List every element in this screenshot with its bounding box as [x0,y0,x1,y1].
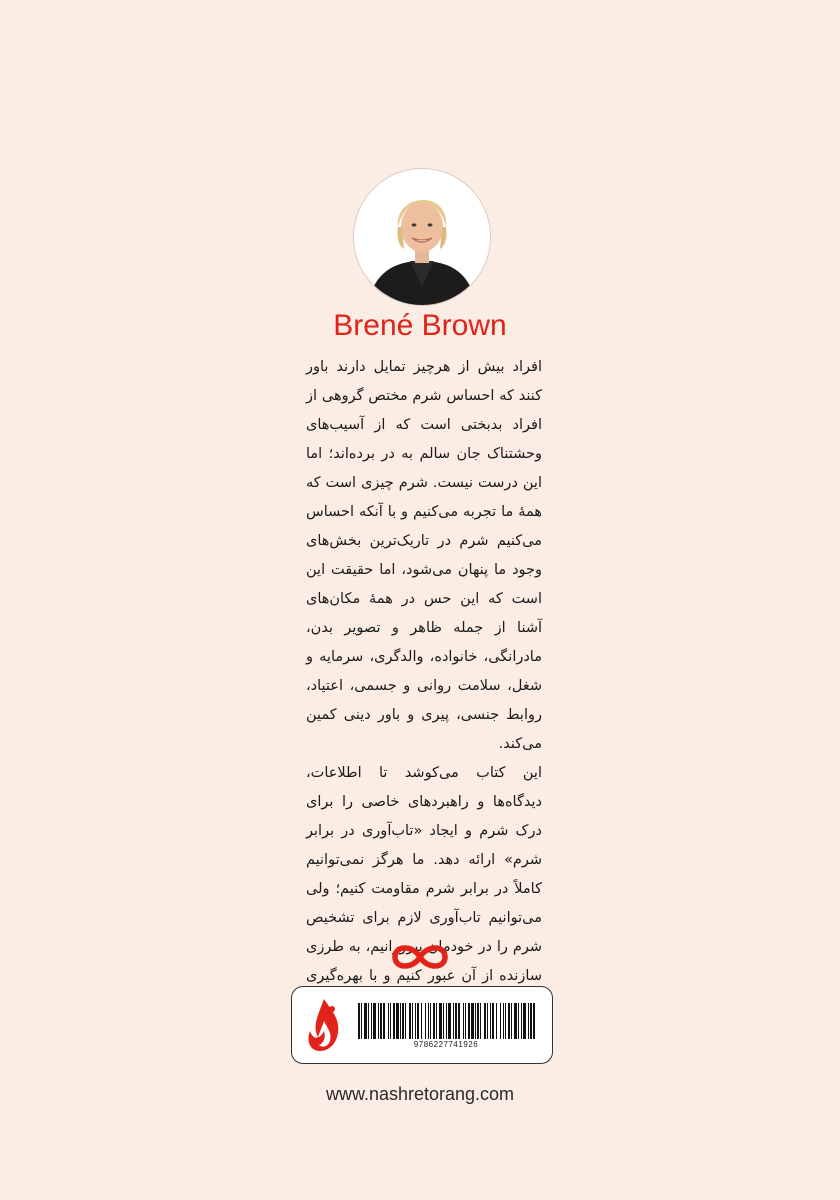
barcode-bar [402,1003,404,1039]
barcode-bar [514,1003,517,1039]
barcode-bar [396,1003,399,1039]
barcode-bar [465,1003,466,1039]
barcode-bar [417,1003,419,1039]
barcode-bar [453,1003,454,1039]
author-photo [353,168,491,306]
barcode-bar [511,1003,512,1039]
barcode-bar [428,1003,429,1039]
barcode-bar [468,1003,470,1039]
barcode-bar [358,1003,360,1039]
infinity-icon [387,940,453,974]
barcode-bar [390,1003,391,1039]
barcode-bar [371,1003,372,1039]
barcode-bar [490,1003,491,1039]
barcode-bar [378,1003,379,1039]
barcode-bar [439,1003,442,1039]
book-blurb [306,353,542,1020]
barcode-bar [425,1003,426,1039]
blurb-paragraph: افراد بیش از هرچیز تمایل دارند باور کنند که احساس شرم مختص گروهی از افراد بدبختی است که از آسیب‌های وحشتناک جان سالم به در برده‌اند؛ اما این درست نیست. شرم چیزی است که همهٔ ما تجربه می‌کنیم و با آنکه احساس می‌کنیم شرم در تاریک‌ترین بخش‌های وجود ما پنهان می‌شود، اما حقیقت این است که این حس در همهٔ مکان‌های آشنا از جمله ظاهر و تصویر بدن، مادرانگی، خانواده، والدگری، سرمایه و شغل، سلامت روانی و جسمی، اعتیاد، روابط جنسی، پیری و باور دینی کمین می‌کند. [306,359,542,752]
barcode-panel [291,986,553,1064]
barcode-bar [503,1003,504,1039]
barcode-bar [405,1003,406,1039]
barcode-bar [368,1003,369,1039]
barcode-bar [505,1003,506,1039]
isbn-number: 9786227741926 [413,1040,479,1049]
barcode-bar [528,1003,529,1039]
barcode-bar [475,1003,476,1039]
barcode-bar [480,1003,481,1039]
barcode-bar [430,1003,431,1039]
barcode-bar [496,1003,497,1039]
barcode-bar [458,1003,460,1039]
barcode-bar [409,1003,411,1039]
barcode-bar [361,1003,362,1039]
barcode-bar [433,1003,435,1039]
barcode-bar [421,1003,422,1039]
barcode-bar [383,1003,385,1039]
barcode-bar [463,1003,464,1039]
barcode-bar [492,1003,494,1039]
barcode-bar [484,1003,486,1039]
barcode-bar [380,1003,382,1039]
barcode-bar [530,1003,532,1039]
barcode-bar [412,1003,413,1039]
barcode-bar [487,1003,488,1039]
flame-logo-icon [302,997,344,1053]
barcode-bar [508,1003,510,1039]
barcode-bar [455,1003,457,1039]
barcode-bar [448,1003,451,1039]
barcode-bar [533,1003,535,1039]
barcode-bar [400,1003,401,1039]
barcode-bar [521,1003,522,1039]
barcode-bar [446,1003,447,1039]
author-name: Brené Brown [333,309,507,342]
blurb-paragraph: این کتاب می‌کوشد تا اطلاعات، دیدگاه‌ها و راهبردهای خاصی را برای درک شرم و ایجاد «تاب‌آوری در برابر شرم» ارائه دهد. ما هرگز نمی‌توانیم کاملاً در برابر شرم مقاومت کنیم؛ ولی می‌توانیم تاب‌آوری لازم برای تشخیص شرم را در خودمان بپرورانیم، به طرزی سازنده از آن عبور کنیم و با بهره‌گیری [306,765,542,984]
barcode-bar [477,1003,479,1039]
barcode-bar [518,1003,519,1039]
barcode-bar [523,1003,526,1039]
barcode-bar [388,1003,389,1039]
publisher-website: www.nashretorang.com [325,1084,515,1104]
barcode-bar [373,1003,376,1039]
barcode [356,1003,536,1039]
barcode-bar [471,1003,474,1039]
barcode-bar [443,1003,444,1039]
barcode-bar [500,1003,501,1039]
barcode-bar [364,1003,367,1039]
barcode-bar [393,1003,395,1039]
barcode-bar [436,1003,437,1039]
barcode-bar [415,1003,416,1039]
